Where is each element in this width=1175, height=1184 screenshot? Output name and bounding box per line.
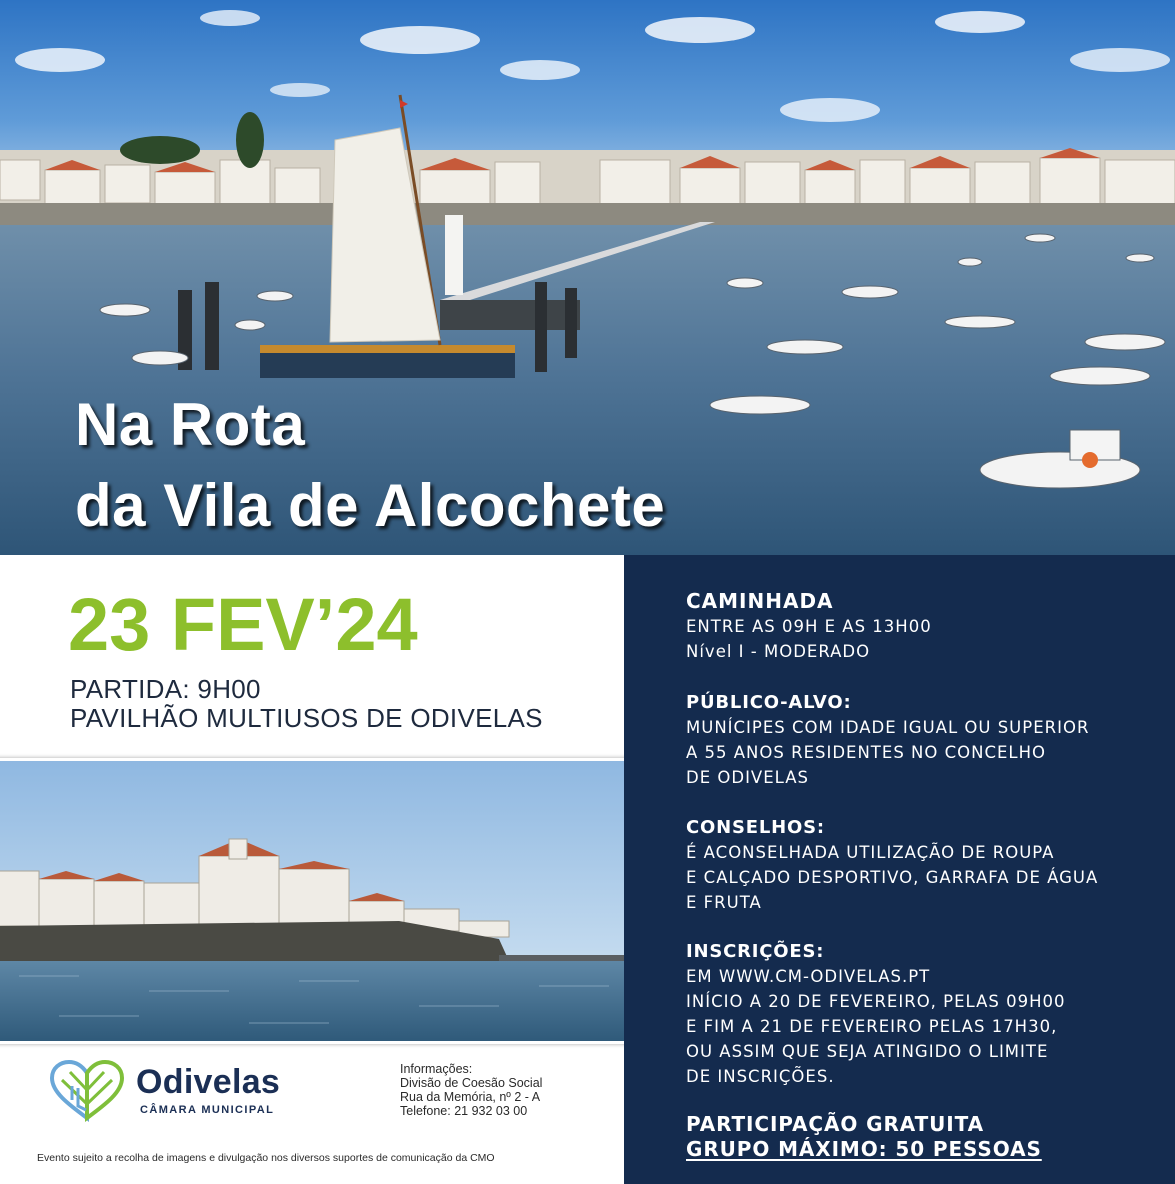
registration-section <box>686 939 1166 1089</box>
hero-photo <box>0 0 1175 555</box>
activity-line: ENTRE AS 09H E AS 13H00 <box>686 617 932 636</box>
audience-line: DE ODIVELAS <box>686 768 809 787</box>
contact-address: Rua da Memória, nº 2 - A <box>400 1090 541 1104</box>
odivelas-logo <box>48 1058 308 1122</box>
info-panel <box>624 555 1175 1184</box>
activity-line: Nível I - MODERADO <box>686 642 871 661</box>
contact-label: Informações: <box>400 1062 473 1076</box>
advice-section <box>686 815 1166 915</box>
registration-line: DE INSCRIÇÕES. <box>686 1067 835 1086</box>
audience-line: A 55 ANOS RESIDENTES NO CONCELHO <box>686 743 1046 762</box>
logo-name: Odivelas <box>136 1063 281 1101</box>
departure-place: PAVILHÃO MULTIUSOS DE ODIVELAS <box>70 703 543 733</box>
contact-info <box>400 1062 542 1118</box>
advice-line: E CALÇADO DESPORTIVO, GARRAFA DE ÁGUA <box>686 868 1099 887</box>
departure-time: PARTIDA: 9H00 <box>70 674 261 704</box>
advice-line: E FRUTA <box>686 893 762 912</box>
footnote-disclaimer: Evento sujeito a recolha de imagens e divulgação nos diversos suportes de comunicação da CMO <box>37 1152 495 1164</box>
advice-line: É ACONSELHADA UTILIZAÇÃO DE ROUPA <box>686 843 1055 862</box>
registration-url[interactable]: EM WWW.CM-ODIVELAS.PT <box>686 967 931 986</box>
waterfront-photo <box>0 758 657 1044</box>
audience-heading: PÚBLICO-ALVO: <box>686 692 852 713</box>
event-title-line2: da Vila de Alcochete <box>75 472 666 539</box>
audience-line: MUNÍCIPES COM IDADE IGUAL OU SUPERIOR <box>686 718 1090 737</box>
registration-line: OU ASSIM QUE SEJA ATINGIDO O LIMITE <box>686 1042 1049 1061</box>
advice-heading: CONSELHOS: <box>686 817 825 838</box>
heart-logo-icon <box>48 1058 126 1122</box>
registration-line: E FIM A 21 DE FEVEREIRO PELAS 17H30, <box>686 1017 1058 1036</box>
logo-subtitle: CÂMARA MUNICIPAL <box>140 1104 275 1116</box>
contact-phone: Telefone: 21 932 03 00 <box>400 1104 528 1118</box>
registration-heading: INSCRIÇÕES: <box>686 941 825 962</box>
event-title-line1: Na Rota <box>75 391 306 458</box>
registration-line: INÍCIO A 20 DE FEVEREIRO, PELAS 09H00 <box>686 992 1066 1011</box>
activity-section <box>686 588 1166 664</box>
audience-section <box>686 690 1166 790</box>
participation-section <box>686 1112 1166 1162</box>
free-participation: PARTICIPAÇÃO GRATUITA <box>686 1112 984 1136</box>
event-date: 23 FEV’24 <box>68 583 418 666</box>
waterfront-town-image <box>0 761 654 1041</box>
group-limit: GRUPO MÁXIMO: 50 PESSOAS <box>686 1137 1042 1161</box>
contact-department: Divisão de Coesão Social <box>400 1076 543 1090</box>
activity-heading: CAMINHADA <box>686 589 834 613</box>
